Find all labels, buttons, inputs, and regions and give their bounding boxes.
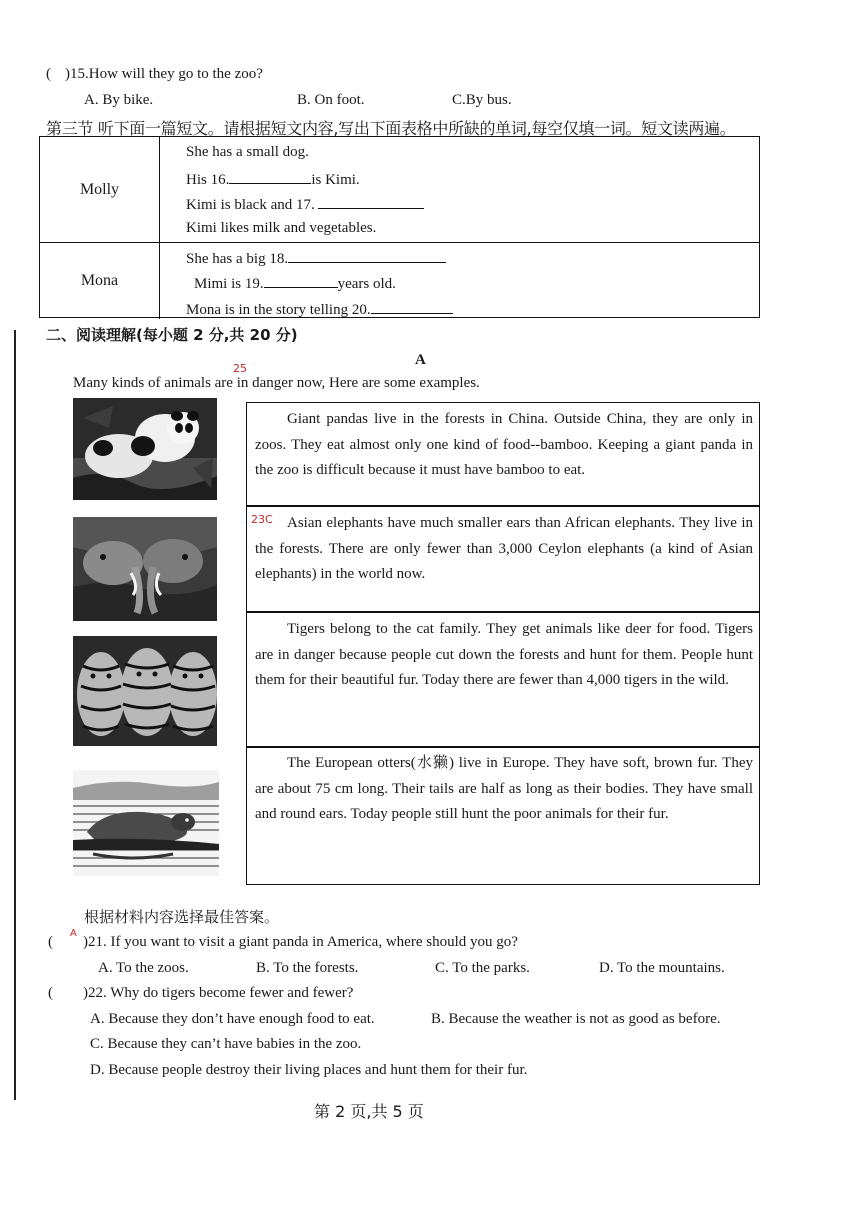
q15-question — [46, 66, 263, 83]
page-footer: 第 2 页,共 5 页 — [314, 1102, 424, 1121]
section3-heading: 第三节 听下面一篇短文。请根据短文内容,写出下面表格中所缺的单词,每空仅填一词。短文读两遍。 — [46, 119, 736, 138]
q22-text: )22. Why do tigers become fewer and fewer? — [83, 985, 354, 1001]
q21-question — [48, 934, 518, 951]
annotation-23c: 23C — [251, 513, 273, 526]
blank-19[interactable] — [264, 273, 338, 288]
mona-line-1 — [186, 248, 446, 268]
molly-line-1: She has a small dog. — [186, 144, 309, 160]
dictation-table — [39, 136, 760, 318]
blank-20[interactable] — [371, 299, 453, 314]
elephant-passage-box — [246, 506, 760, 612]
molly-line-2-post: is Kimi. — [311, 172, 360, 188]
q22-option-d: D. Because people destroy their living places and hunt them for their fur. — [90, 1062, 528, 1078]
elephant-passage: Asian elephants have much smaller ears than African elephants. They live in the forests. There are only fewer than 3,000 Ceylon elephants (a kind of Asian elephants) in the world now. — [255, 515, 753, 582]
mona-line-2 — [194, 273, 396, 293]
mona-line-2-pre: Mimi is 19. — [194, 276, 264, 292]
annotation-25: 25 — [233, 362, 247, 375]
q15-option-b: B. On foot. — [297, 92, 365, 108]
panda-passage: Giant pandas live in the forests in China. Outside China, they are only in zoos. They eat almost only one kind of food--bamboo. Keeping a giant panda in the zoo is difficult because it must have bamboo to eat. — [255, 411, 753, 478]
q21-paren: ( — [48, 934, 53, 950]
blank-18[interactable] — [288, 248, 446, 263]
otter-passage-box — [246, 746, 760, 885]
q15-paren: ( — [46, 66, 51, 82]
mona-line-2-post: years old. — [337, 276, 396, 292]
molly-line-4: Kimi likes milk and vegetables. — [186, 220, 377, 236]
dictation-row-molly — [40, 137, 759, 243]
instruction-text: 根据材料内容选择最佳答案。 — [84, 908, 280, 926]
q22-option-b: B. Because the weather is not as good as before. — [431, 1011, 721, 1027]
panda-passage-box — [246, 402, 760, 506]
q22-option-a: A. Because they don’t have enough food to eat. — [90, 1011, 375, 1027]
q22-option-c: C. Because they can’t have babies in the zoo. — [90, 1036, 362, 1052]
tiger-passage-text — [255, 617, 753, 694]
mona-line-1-pre: She has a big 18. — [186, 251, 289, 267]
molly-line-3-pre: Kimi is black and 17. — [186, 197, 315, 213]
blank-17[interactable] — [318, 194, 424, 209]
otter-passage-text — [255, 751, 753, 828]
q21-option-c: C. To the parks. — [435, 960, 530, 976]
dictation-name-mona: Mona — [40, 243, 160, 319]
blank-16[interactable] — [229, 169, 311, 184]
panda-passage-text — [255, 407, 753, 484]
tiger-passage-box — [246, 612, 760, 748]
molly-line-2-pre: His 16. — [186, 172, 230, 188]
binding-margin-line — [14, 330, 16, 1100]
q22-question — [48, 985, 353, 1002]
molly-line-2 — [186, 169, 360, 189]
dictation-row-mona — [40, 243, 759, 319]
q22-paren: ( — [48, 985, 53, 1001]
passage-a-label: A — [415, 352, 426, 368]
annotation-a: A — [70, 928, 77, 939]
q21-option-d: D. To the mountains. — [599, 960, 725, 976]
q21-option-b: B. To the forests. — [256, 960, 359, 976]
molly-line-3 — [186, 194, 424, 214]
elephant-photo-icon — [73, 517, 217, 621]
elephant-passage-text — [255, 511, 753, 588]
q15-option-a: A. By bike. — [84, 92, 154, 108]
q21-option-a: A. To the zoos. — [98, 960, 189, 976]
q15-option-c: C.By bus. — [452, 92, 512, 108]
panda-photo-icon — [73, 398, 217, 500]
dictation-name-molly: Molly — [40, 137, 160, 242]
q15-text: )15.How will they go to the zoo? — [65, 66, 263, 82]
passage-a-intro: Many kinds of animals are in danger now, Here are some examples. — [73, 375, 480, 391]
otter-passage: The European otters(水獭) live in Europe. They have soft, brown fur. They are about 75 cm long. Their tails are half as long as their bodies. They have small and round ears. Today people still hunt the poor animals for their fur. — [255, 755, 753, 822]
tiger-passage: Tigers belong to the cat family. They get animals like deer for food. Tigers are in danger because people cut down the forests and hunt for them. People hunt them for their beautiful fur. Today there are fewer than 4,000 tigers in the wild. — [255, 621, 753, 688]
mona-line-3-pre: Mona is in the story telling 20. — [186, 302, 371, 318]
mona-line-3 — [186, 299, 453, 319]
part2-heading: 二、阅读理解(每小题 2 分,共 20 分) — [46, 326, 298, 344]
otter-photo-icon — [73, 770, 219, 876]
q21-text: )21. If you want to visit a giant panda in America, where should you go? — [83, 934, 518, 950]
tiger-photo-icon — [73, 636, 217, 746]
